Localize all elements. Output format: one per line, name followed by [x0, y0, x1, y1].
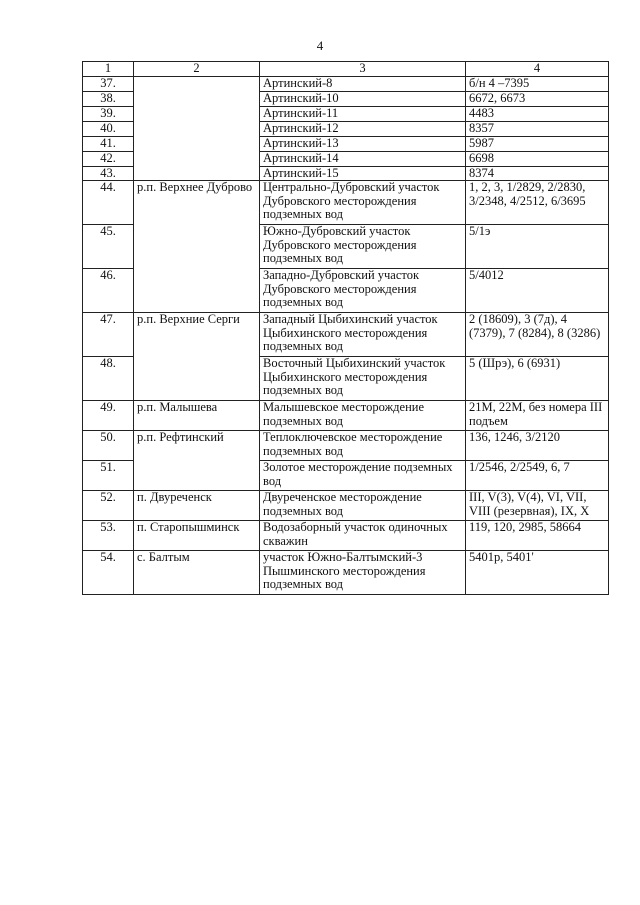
source-cell: Восточный Цыбихинский участок Цыбихинского месторождения подземных вод — [260, 357, 466, 401]
source-cell: Водозаборный участок одиночных скважин — [260, 521, 466, 551]
wells-cell: 2 (18609), 3 (7д), 4 (7379), 7 (8284), 8 (3286) — [466, 313, 609, 357]
source-cell: Центрально-Дубровский участок Дубровского месторождения подземных вод — [260, 181, 466, 225]
row-number: 52. — [83, 491, 134, 521]
table-row — [83, 121, 609, 136]
settlement-cell: р.п. Малышева — [134, 401, 260, 431]
table-header-row — [83, 62, 609, 77]
source-cell: Артинский-14 — [260, 151, 466, 166]
table-row — [83, 166, 609, 181]
wells-cell: 5/4012 — [466, 269, 609, 313]
row-number: 44. — [83, 181, 134, 225]
row-number: 49. — [83, 401, 134, 431]
settlement-cell — [134, 166, 260, 181]
settlement-cell — [134, 121, 260, 136]
page-number: 4 — [316, 38, 324, 53]
settlement-cell: п. Двуреченск — [134, 491, 260, 521]
row-number: 43. — [83, 166, 134, 181]
row-number: 51. — [83, 461, 134, 491]
wells-cell: 4483 — [466, 106, 609, 121]
table-row — [83, 401, 609, 431]
settlement-cell: с. Балтым — [134, 551, 260, 595]
row-number: 41. — [83, 136, 134, 151]
source-cell: участок Южно-Балтымский-3 Пышминского месторождения подземных вод — [260, 551, 466, 595]
settlement-cell — [134, 269, 260, 313]
row-number: 39. — [83, 106, 134, 121]
row-number: 37. — [83, 76, 134, 91]
wells-cell: 6672, 6673 — [466, 91, 609, 106]
wells-cell: 8374 — [466, 166, 609, 181]
table-row — [83, 521, 609, 551]
table-row — [83, 269, 609, 313]
settlement-cell: р.п. Рефтинский — [134, 431, 260, 461]
column-header: 2 — [134, 62, 260, 77]
settlement-cell — [134, 76, 260, 91]
settlement-cell — [134, 357, 260, 401]
column-header: 4 — [466, 62, 609, 77]
table-row — [83, 91, 609, 106]
wells-cell: 136, 1246, 3/2120 — [466, 431, 609, 461]
table-row — [83, 461, 609, 491]
wells-cell: 1/2546, 2/2549, 6, 7 — [466, 461, 609, 491]
source-cell: Артинский-11 — [260, 106, 466, 121]
wells-cell: б/н 4 –7395 — [466, 76, 609, 91]
row-number: 48. — [83, 357, 134, 401]
column-header: 3 — [260, 62, 466, 77]
source-cell: Артинский-8 — [260, 76, 466, 91]
row-number: 46. — [83, 269, 134, 313]
wells-cell: 5987 — [466, 136, 609, 151]
settlement-cell: р.п. Верхнее Дуброво — [134, 181, 260, 225]
table-row — [83, 136, 609, 151]
source-cell: Малышевское месторождение подземных вод — [260, 401, 466, 431]
row-number: 40. — [83, 121, 134, 136]
settlement-cell — [134, 225, 260, 269]
settlement-cell — [134, 106, 260, 121]
wells-cell: 1, 2, 3, 1/2829, 2/2830, 3/2348, 4/2512, 6/3695 — [466, 181, 609, 225]
table-row — [83, 431, 609, 461]
row-number: 53. — [83, 521, 134, 551]
source-cell: Двуреченское месторождение подземных вод — [260, 491, 466, 521]
source-cell: Золотое месторождение подземных вод — [260, 461, 466, 491]
row-number: 42. — [83, 151, 134, 166]
source-cell: Артинский-15 — [260, 166, 466, 181]
settlement-cell — [134, 461, 260, 491]
wells-table — [82, 61, 609, 595]
source-cell: Западный Цыбихинский участок Цыбихинского месторождения подземных вод — [260, 313, 466, 357]
row-number: 47. — [83, 313, 134, 357]
table-row — [83, 181, 609, 225]
row-number: 54. — [83, 551, 134, 595]
source-cell: Западно-Дубровский участок Дубровского месторождения подземных вод — [260, 269, 466, 313]
settlement-cell — [134, 151, 260, 166]
source-cell: Артинский-13 — [260, 136, 466, 151]
table-row — [83, 106, 609, 121]
row-number: 50. — [83, 431, 134, 461]
settlement-cell: п. Старопышминск — [134, 521, 260, 551]
source-cell: Южно-Дубровский участок Дубровского месторождения подземных вод — [260, 225, 466, 269]
settlement-cell — [134, 91, 260, 106]
column-header: 1 — [83, 62, 134, 77]
table-row — [83, 225, 609, 269]
table-row — [83, 357, 609, 401]
table-row — [83, 151, 609, 166]
source-cell: Теплоключевское месторождение подземных вод — [260, 431, 466, 461]
source-cell: Артинский-12 — [260, 121, 466, 136]
wells-cell: 119, 120, 2985, 58664 — [466, 521, 609, 551]
wells-cell: 5 (Шрэ), 6 (6931) — [466, 357, 609, 401]
wells-cell: III, V(3), V(4), VI, VII, VIII (резервная), IX, X — [466, 491, 609, 521]
table-row — [83, 313, 609, 357]
wells-cell: 8357 — [466, 121, 609, 136]
source-cell: Артинский-10 — [260, 91, 466, 106]
table-row — [83, 491, 609, 521]
wells-cell: 5401р, 5401' — [466, 551, 609, 595]
table-row — [83, 76, 609, 91]
settlement-cell: р.п. Верхние Серги — [134, 313, 260, 357]
row-number: 45. — [83, 225, 134, 269]
table-row — [83, 551, 609, 595]
wells-cell: 6698 — [466, 151, 609, 166]
wells-cell: 21М, 22М, без номера III подъем — [466, 401, 609, 431]
wells-cell: 5/1э — [466, 225, 609, 269]
row-number: 38. — [83, 91, 134, 106]
settlement-cell — [134, 136, 260, 151]
